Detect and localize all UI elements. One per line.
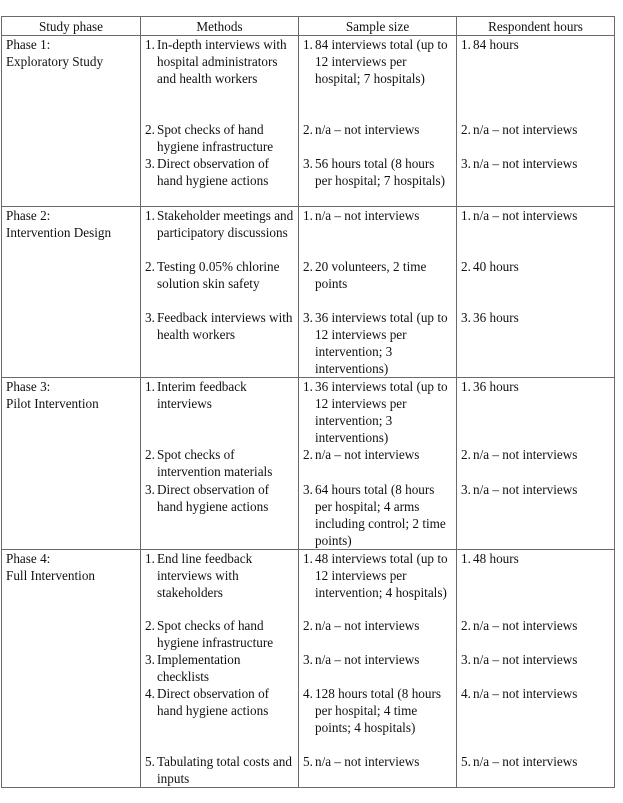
phase-cell — [2, 207, 141, 378]
method-cell — [141, 309, 299, 378]
method-item — [145, 155, 294, 189]
respondent-hours-cell — [457, 258, 615, 309]
method-item-text: Spot checks of hand hygiene infrastructure — [157, 618, 274, 650]
respondent-hours-item — [461, 446, 610, 463]
sample-size-item-text: 48 interviews total (up to 12 interviews per intervention; 4 hospitals) — [315, 550, 448, 600]
respondent-hours-cell — [457, 446, 615, 481]
sample-size-item-text: n/a – not interviews — [315, 652, 420, 667]
method-item — [145, 753, 294, 787]
respondent-hours-cell — [457, 481, 615, 550]
method-item — [145, 378, 294, 412]
table-row — [2, 207, 615, 258]
method-cell — [141, 446, 299, 481]
respondent-hours-item-text: n/a – not interviews — [473, 121, 578, 137]
sample-size-cell — [299, 651, 457, 685]
phase-name: Intervention Design — [6, 225, 112, 240]
method-item-text: Stakeholder meetings and participatory discussions — [157, 208, 294, 240]
respondent-hours-cell — [457, 617, 615, 651]
respondent-hours-item — [461, 155, 610, 172]
table-row — [2, 377, 615, 446]
sample-size-cell — [299, 481, 457, 550]
method-item — [145, 258, 294, 292]
respondent-hours-item — [461, 685, 610, 702]
item-number: 1. — [461, 550, 471, 566]
respondent-hours-item — [461, 651, 610, 668]
method-item — [145, 309, 294, 343]
method-cell — [141, 651, 299, 685]
sample-size-cell — [299, 446, 457, 481]
method-cell — [141, 207, 299, 258]
respondent-hours-item — [461, 207, 610, 224]
sample-size-item — [303, 121, 452, 138]
sample-size-item — [303, 258, 452, 292]
phase-number: Phase 3: — [6, 378, 51, 394]
method-item — [145, 36, 294, 87]
respondent-hours-item-text: n/a – not interviews — [473, 618, 578, 633]
method-item — [145, 617, 294, 651]
respondent-hours-item-text: n/a – not interviews — [473, 208, 578, 223]
method-item — [145, 121, 294, 155]
item-number: 3. — [303, 652, 313, 667]
item-number: 3. — [461, 481, 471, 497]
item-number: 4. — [461, 686, 471, 701]
respondent-hours-item — [461, 258, 610, 275]
respondent-hours-cell — [457, 36, 615, 121]
method-cell — [141, 258, 299, 309]
item-number: 3. — [303, 309, 313, 325]
phase-number: Phase 4: — [6, 550, 51, 566]
sample-size-cell — [299, 258, 457, 309]
item-number: 1. — [303, 208, 313, 223]
sample-size-item-text: 128 hours total (8 hours per hospital; 4 time points; 4 hospitals) — [315, 686, 442, 735]
respondent-hours-item-text: n/a – not interviews — [473, 446, 578, 462]
item-number: 2. — [303, 446, 313, 462]
sample-size-item — [303, 651, 452, 668]
phase-cell — [2, 377, 141, 549]
method-cell — [141, 155, 299, 207]
sample-size-cell — [299, 309, 457, 378]
item-number: 3. — [461, 652, 471, 667]
method-item — [145, 550, 294, 601]
method-item-text: Interim feedback interviews — [157, 378, 247, 411]
header-sample-size: Sample size — [299, 17, 457, 36]
method-item-text: Implementation checklists — [157, 652, 241, 684]
sample-size-cell — [299, 121, 457, 155]
respondent-hours-item — [461, 753, 610, 770]
respondent-hours-cell — [457, 377, 615, 446]
phase-name: Full Intervention — [6, 567, 96, 583]
item-number: 3. — [461, 155, 471, 171]
item-number: 1. — [303, 37, 313, 52]
table-row — [2, 36, 615, 121]
respondent-hours-item-text: n/a – not interviews — [473, 155, 578, 171]
header-respondent-hours: Respondent hours — [457, 17, 615, 36]
method-cell — [141, 685, 299, 753]
sample-size-cell — [299, 155, 457, 207]
method-cell — [141, 121, 299, 155]
respondent-hours-item-text: n/a – not interviews — [473, 652, 578, 667]
item-number: 1. — [145, 37, 155, 52]
sample-size-cell — [299, 207, 457, 258]
sample-size-item — [303, 309, 452, 377]
phase-cell — [2, 549, 141, 788]
sample-size-item-text: 36 interviews total (up to 12 interviews per intervention; 3 interventions) — [315, 309, 448, 376]
item-number: 3. — [145, 652, 155, 667]
sample-size-item — [303, 550, 452, 601]
sample-size-cell — [299, 36, 457, 121]
sample-size-item — [303, 617, 452, 634]
respondent-hours-item — [461, 121, 610, 138]
method-cell — [141, 753, 299, 788]
method-item-text: Spot checks of intervention materials — [157, 446, 273, 479]
respondent-hours-item-text: 48 hours — [473, 550, 519, 566]
respondent-hours-item-text: n/a – not interviews — [473, 481, 578, 497]
method-item-text: Tabulating total costs and inputs — [157, 754, 292, 786]
respondent-hours-item — [461, 378, 610, 395]
sample-size-item — [303, 685, 452, 736]
respondent-hours-cell — [457, 549, 615, 617]
header-methods: Methods — [141, 17, 299, 36]
sample-size-cell — [299, 377, 457, 446]
sample-size-cell — [299, 549, 457, 617]
item-number: 3. — [145, 481, 155, 497]
sample-size-item-text: n/a – not interviews — [315, 208, 420, 223]
sample-size-item — [303, 378, 452, 446]
respondent-hours-item — [461, 617, 610, 634]
method-item-text: Direct observation of hand hygiene actions — [157, 686, 270, 718]
method-cell — [141, 549, 299, 617]
item-number: 2. — [461, 121, 471, 137]
item-number: 2. — [145, 618, 155, 633]
item-number: 1. — [145, 208, 155, 223]
item-number: 2. — [461, 258, 471, 274]
respondent-hours-cell — [457, 155, 615, 207]
header-row — [2, 17, 615, 36]
item-number: 5. — [461, 754, 471, 769]
item-number: 3. — [145, 155, 155, 171]
sample-size-cell — [299, 753, 457, 788]
method-item — [145, 481, 294, 515]
sample-size-item-text: n/a – not interviews — [315, 121, 420, 137]
item-number: 3. — [461, 309, 471, 325]
item-number: 2. — [303, 121, 313, 137]
item-number: 3. — [303, 155, 313, 171]
item-number: 2. — [145, 258, 155, 274]
sample-size-item — [303, 446, 452, 463]
method-item — [145, 207, 294, 241]
method-item — [145, 446, 294, 480]
method-item-text: Direct observation of hand hygiene actions — [157, 481, 270, 514]
item-number: 1. — [303, 378, 313, 394]
method-item-text: In-depth interviews with hospital administrators and health workers — [157, 37, 287, 86]
item-number: 1. — [303, 550, 313, 566]
sample-size-item-text: 36 interviews total (up to 12 interviews per intervention; 3 interventions) — [315, 378, 448, 445]
respondent-hours-cell — [457, 309, 615, 378]
item-number: 2. — [303, 258, 313, 274]
item-number: 1. — [461, 378, 471, 394]
item-number: 3. — [303, 481, 313, 497]
item-number: 2. — [145, 446, 155, 462]
respondent-hours-item-text: 36 hours — [473, 309, 519, 325]
item-number: 2. — [461, 618, 471, 633]
sample-size-item-text: 64 hours total (8 hours per hospital; 4 arms including control; 2 time points) — [315, 481, 446, 548]
method-item-text: End line feedback interviews with stakeholders — [157, 550, 253, 600]
item-number: 4. — [303, 686, 313, 701]
sample-size-item — [303, 481, 452, 549]
respondent-hours-cell — [457, 685, 615, 753]
sample-size-item — [303, 207, 452, 224]
item-number: 1. — [145, 550, 155, 566]
respondent-hours-item — [461, 481, 610, 498]
sample-size-item-text: 84 interviews total (up to 12 interviews per hospital; 7 hospitals) — [315, 37, 448, 86]
respondent-hours-cell — [457, 753, 615, 788]
phase-number: Phase 1: — [6, 37, 51, 52]
item-number: 4. — [145, 686, 155, 701]
method-item — [145, 685, 294, 719]
respondent-hours-item-text: n/a – not interviews — [473, 686, 578, 701]
method-item-text: Direct observation of hand hygiene actions — [157, 155, 270, 188]
method-item-text: Testing 0.05% chlorine solution skin safety — [157, 258, 280, 291]
item-number: 3. — [145, 309, 155, 325]
header-study-phase: Study phase — [2, 17, 141, 36]
respondent-hours-item — [461, 309, 610, 326]
table-row — [2, 549, 615, 617]
method-cell — [141, 36, 299, 121]
item-number: 2. — [303, 618, 313, 633]
item-number: 2. — [145, 121, 155, 137]
item-number: 5. — [303, 754, 313, 769]
item-number: 1. — [461, 37, 471, 52]
study-methods-table — [1, 16, 615, 788]
method-item — [145, 651, 294, 685]
respondent-hours-item-text: 36 hours — [473, 378, 519, 394]
respondent-hours-item — [461, 36, 610, 53]
method-item-text: Feedback interviews with health workers — [157, 309, 293, 342]
sample-size-item-text: n/a – not interviews — [315, 446, 420, 462]
sample-size-item-text: n/a – not interviews — [315, 618, 420, 633]
method-cell — [141, 377, 299, 446]
sample-size-item — [303, 753, 452, 770]
sample-size-item — [303, 36, 452, 87]
respondent-hours-cell — [457, 651, 615, 685]
sample-size-item-text: 56 hours total (8 hours per hospital; 7 hospitals) — [315, 155, 446, 188]
sample-size-cell — [299, 617, 457, 651]
method-cell — [141, 481, 299, 550]
method-item-text: Spot checks of hand hygiene infrastructure — [157, 121, 274, 154]
sample-size-cell — [299, 685, 457, 753]
respondent-hours-cell — [457, 121, 615, 155]
sample-size-item-text: 20 volunteers, 2 time points — [315, 258, 427, 291]
phase-number: Phase 2: — [6, 208, 51, 223]
item-number: 1. — [145, 378, 155, 394]
item-number: 1. — [461, 208, 471, 223]
phase-cell — [2, 36, 141, 207]
respondent-hours-cell — [457, 207, 615, 258]
phase-name: Pilot Intervention — [6, 395, 99, 411]
respondent-hours-item — [461, 550, 610, 567]
respondent-hours-item-text: n/a – not interviews — [473, 754, 578, 769]
item-number: 2. — [461, 446, 471, 462]
respondent-hours-item-text: 84 hours — [473, 37, 519, 52]
respondent-hours-item-text: 40 hours — [473, 258, 519, 274]
item-number: 5. — [145, 754, 155, 769]
method-cell — [141, 617, 299, 651]
phase-name: Exploratory Study — [6, 54, 104, 69]
sample-size-item-text: n/a – not interviews — [315, 754, 420, 769]
sample-size-item — [303, 155, 452, 189]
